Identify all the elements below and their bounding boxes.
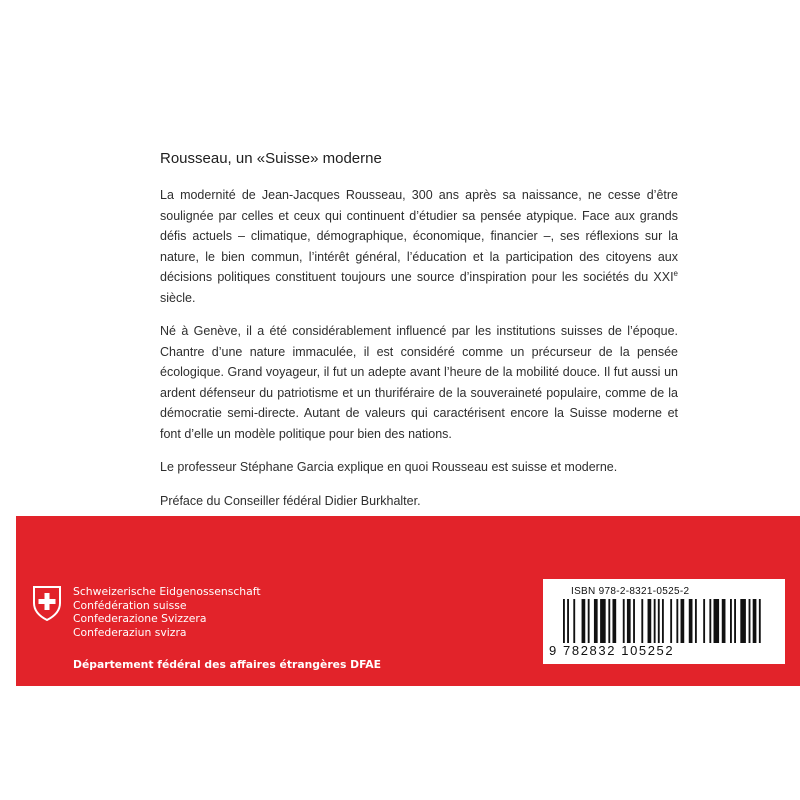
barcode-bar <box>749 599 751 643</box>
barcode-bar <box>600 599 606 643</box>
barcode-bar <box>654 599 656 643</box>
barcode-bar <box>676 599 678 643</box>
barcode-bar <box>695 599 697 643</box>
barcode-bar <box>563 599 565 643</box>
page-title: Rousseau, un «Suisse» moderne <box>160 150 382 167</box>
barcode-bar <box>662 599 664 643</box>
barcode-bar <box>759 599 761 643</box>
ean-digits: 9 782832 105252 <box>549 643 675 658</box>
barcode-bar <box>689 599 693 643</box>
department-name: Département fédéral des affaires étrangères DFAE <box>73 658 382 671</box>
barcode-bar <box>714 599 720 643</box>
paragraph-1-superscript: e <box>673 268 678 278</box>
barcode-bar <box>740 599 746 643</box>
org-name-italian: Confederazione Svizzera <box>73 612 207 626</box>
barcode-bar <box>582 599 586 643</box>
barcode-bar <box>670 599 672 643</box>
swiss-cross-shield-icon <box>32 585 62 621</box>
isbn-label: ISBN 978-2-8321-0525-2 <box>571 586 690 597</box>
barcode-bar <box>722 599 726 643</box>
barcode-bars <box>563 599 763 643</box>
paragraph-2: Né à Genève, il a été considérablement influencé par les institutions suisses de l’époque. Chantre d’une nature immaculée, il est considéré comme un précurseur de la pensée écologique. Grand voyageur, il fut un adepte avant l’heure de la mobilité douce. Il fut aussi un ardent défenseur du patriotisme et un thuriféraire de la souveraineté populaire, comme de la démocratie semi-directe. Autant de valeurs qui caractérisent encore la Suisse moderne et font d’elle un modèle politique pour bien des nations. <box>160 324 678 441</box>
isbn-barcode <box>543 579 785 664</box>
org-name-french: Confédération suisse <box>73 598 187 612</box>
barcode-bar <box>623 599 625 643</box>
barcode-bar <box>641 599 643 643</box>
barcode-bar <box>612 599 616 643</box>
org-name-german: Schweizerische Eidgenossenschaft <box>73 585 261 598</box>
barcode-bar <box>703 599 705 643</box>
paragraph-4: Préface du Conseiller fédéral Didier Burkhalter. <box>160 493 421 508</box>
barcode-bar <box>627 599 631 643</box>
barcode-bar <box>730 599 732 643</box>
barcode-bar <box>709 599 711 643</box>
barcode-bar <box>567 599 569 643</box>
paragraph-1-end: siècle. <box>160 290 196 305</box>
barcode-bar <box>633 599 635 643</box>
barcode-bar <box>588 599 590 643</box>
barcode-bar <box>573 599 575 643</box>
barcode-bar <box>681 599 685 643</box>
back-cover-text <box>160 150 678 524</box>
barcode-bar <box>658 599 660 643</box>
org-name-romansh: Confederaziun svizra <box>73 625 187 639</box>
barcode-bar <box>648 599 652 643</box>
barcode-bar <box>753 599 757 643</box>
barcode-bar <box>734 599 736 643</box>
barcode-bar <box>594 599 598 643</box>
paragraph-1-main: La modernité de Jean-Jacques Rousseau, 300 ans après sa naissance, ne cesse d’être soulignée par celles et ceux qui continuent d’étudier sa pensée atypique. Face aux grands défis actuels – climatique, démographique, économique, financier –, ses réflexions sur la nature, le bien commun, l’intérêt général, l’éducation et la participation des citoyens aux décisions politiques constituent toujours une source d’inspiration pour les sociétés du XXI <box>160 188 678 284</box>
federal-administration-names <box>73 585 261 639</box>
paragraph-1 <box>160 185 678 308</box>
paragraph-3: Le professeur Stéphane Garcia explique en quoi Rousseau est suisse et moderne. <box>160 460 618 474</box>
barcode-bar <box>608 599 610 643</box>
